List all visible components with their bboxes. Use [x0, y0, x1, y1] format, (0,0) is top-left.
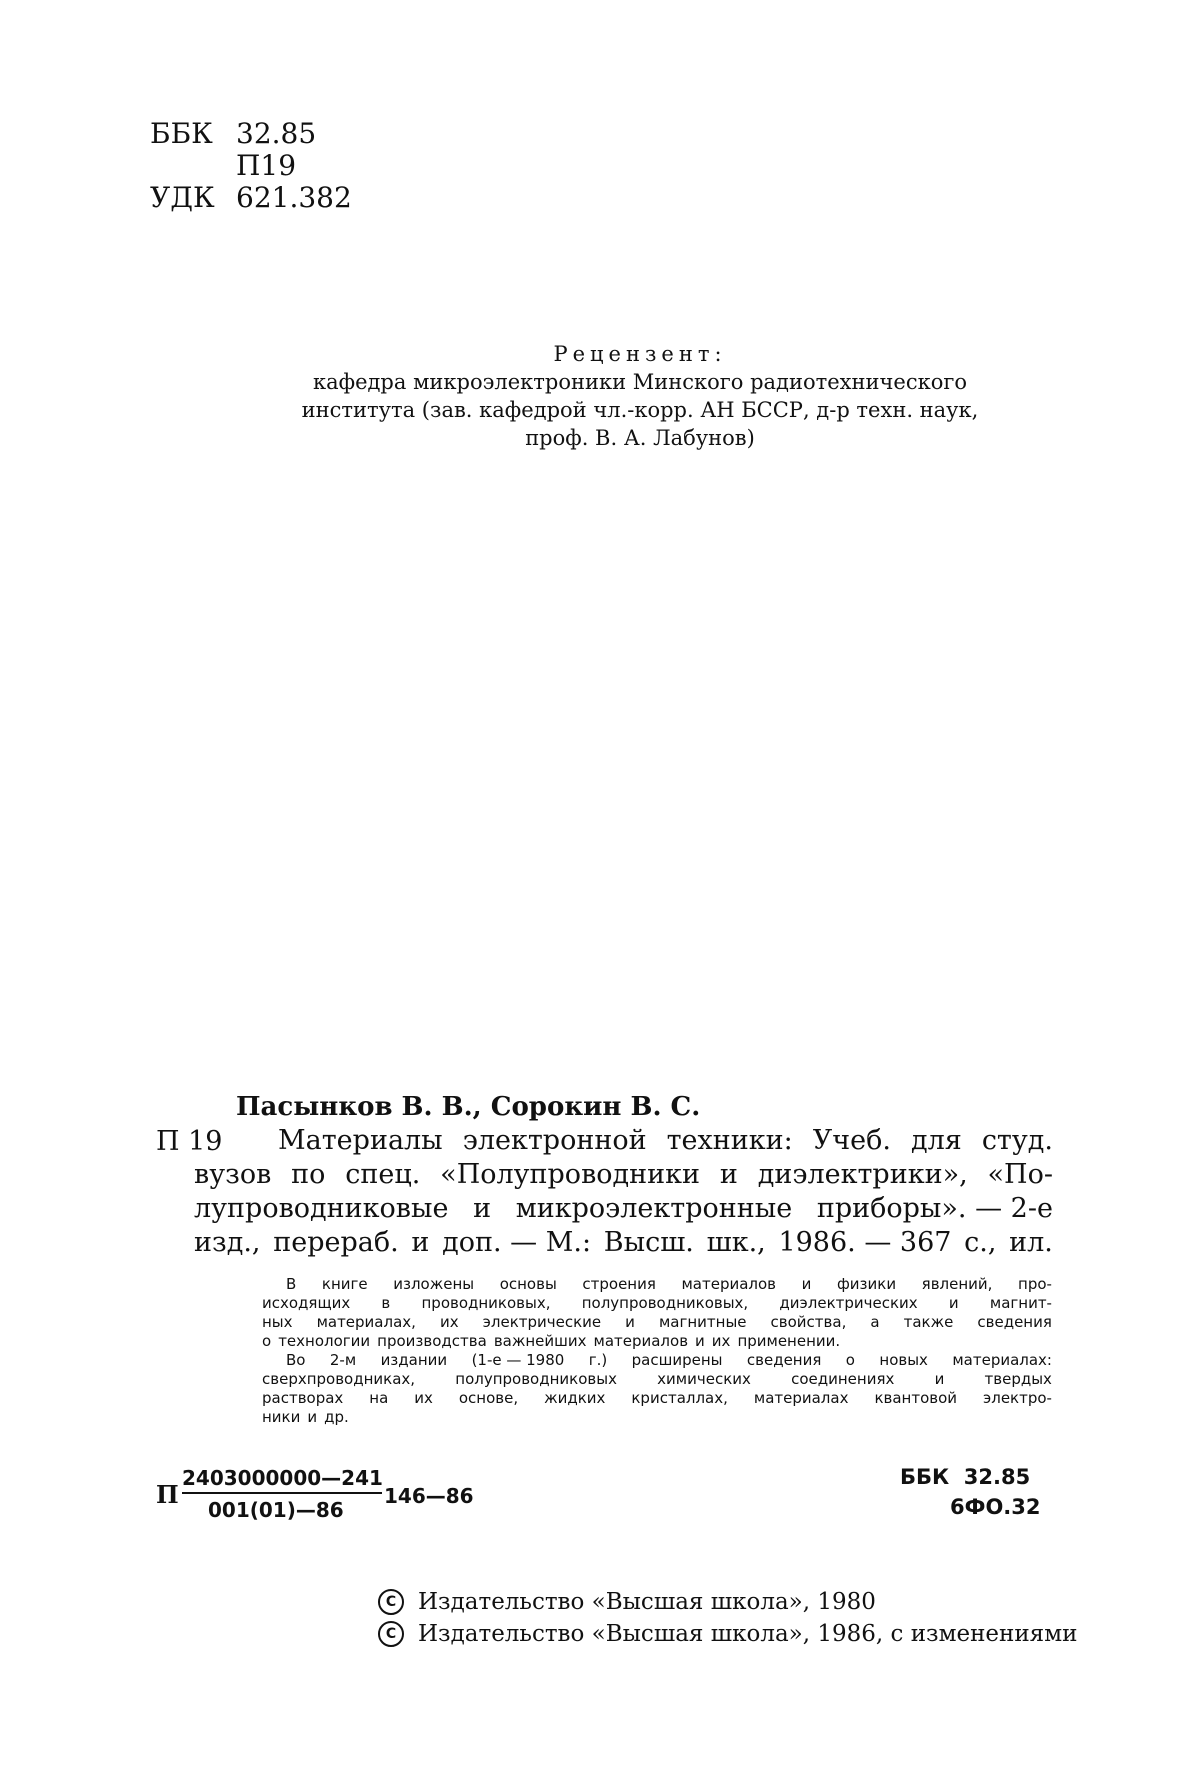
abstract-line: растворах на их основе, жидких кристаллах, материалах квантовой электро-	[262, 1389, 1052, 1407]
formula-fraction-bar	[182, 1492, 382, 1494]
author-mark-row	[150, 150, 352, 182]
abstract-line: ники и др.	[262, 1408, 349, 1426]
udk-value: 621.382	[236, 181, 352, 214]
copyright-text: Издательство «Высшая школа», 1986, с изменениями	[418, 1621, 1078, 1647]
copyright-icon: C	[378, 1621, 404, 1647]
bib-line: лупроводниковые и микроэлектронные приборы». — 2-е	[194, 1193, 1053, 1224]
formula-denominator: 001(01)—86	[208, 1498, 344, 1522]
bbk-row	[150, 118, 352, 150]
abstract-line: сверхпроводниках, полупроводниковых химических соединениях и твердых	[262, 1370, 1052, 1388]
abstract-line: исходящих в проводниковых, полупроводниковых, диэлектрических и магнит-	[262, 1294, 1052, 1312]
bib-line: вузов по спец. «Полупроводники и диэлектрики», «По-	[194, 1159, 1053, 1190]
formula-suffix: 146—86	[384, 1484, 474, 1508]
bib-line: изд., перераб. и доп. — М.: Высш. шк., 1986. — 367 с., ил.	[194, 1227, 1053, 1258]
copyright-line	[378, 1586, 1077, 1618]
abstract-line: о технологии производства важнейших материалов и их применении.	[262, 1332, 841, 1350]
formula-letter: П	[156, 1480, 179, 1509]
bbk-value: 32.85	[236, 117, 317, 150]
abstract	[262, 1275, 1052, 1427]
udk-label: УДК	[150, 181, 215, 214]
copyright-line	[378, 1618, 1077, 1650]
udk-row	[150, 182, 352, 214]
bibliographic-description	[194, 1124, 1053, 1260]
copyright-icon: C	[378, 1589, 404, 1615]
reviewer-block	[260, 340, 1020, 452]
authors-heading: Пасынков В. В., Сорокин В. С.	[236, 1092, 701, 1122]
bib-line: Материалы электронной техники: Учеб. для студ.	[278, 1125, 1053, 1156]
bibliographic-mark: П 19	[156, 1126, 223, 1157]
bbk-right-line: ББК 32.85	[900, 1465, 1031, 1489]
abstract-line: В книге изложены основы строения материалов и физики явлений, про-	[286, 1275, 1052, 1293]
abstract-line: Во 2-м издании (1-е — 1980 г.) расширены сведения о новых материалах:	[286, 1351, 1052, 1369]
author-mark: П19	[236, 149, 297, 182]
reviewer-line: института (зав. кафедрой чл.-корр. АН БССР, д-р техн. наук,	[301, 398, 979, 422]
reviewer-title: Рецензент:	[553, 342, 727, 366]
copyright-block	[378, 1586, 1077, 1650]
reviewer-line: проф. В. А. Лабунов)	[525, 426, 755, 450]
classification-block	[150, 118, 352, 214]
reviewer-line: кафедра микроэлектроники Минского радиотехнического	[312, 370, 967, 394]
bbk-right-block	[900, 1462, 1041, 1522]
bbk-right-line: 6ФО.32	[950, 1495, 1041, 1519]
bbk-label: ББК	[150, 117, 213, 150]
abstract-line: ных материалах, их электрические и магнитные свойства, а также сведения	[262, 1313, 1052, 1331]
formula-numerator: 2403000000—241	[182, 1466, 383, 1490]
copyright-text: Издательство «Высшая школа», 1980	[418, 1589, 876, 1615]
